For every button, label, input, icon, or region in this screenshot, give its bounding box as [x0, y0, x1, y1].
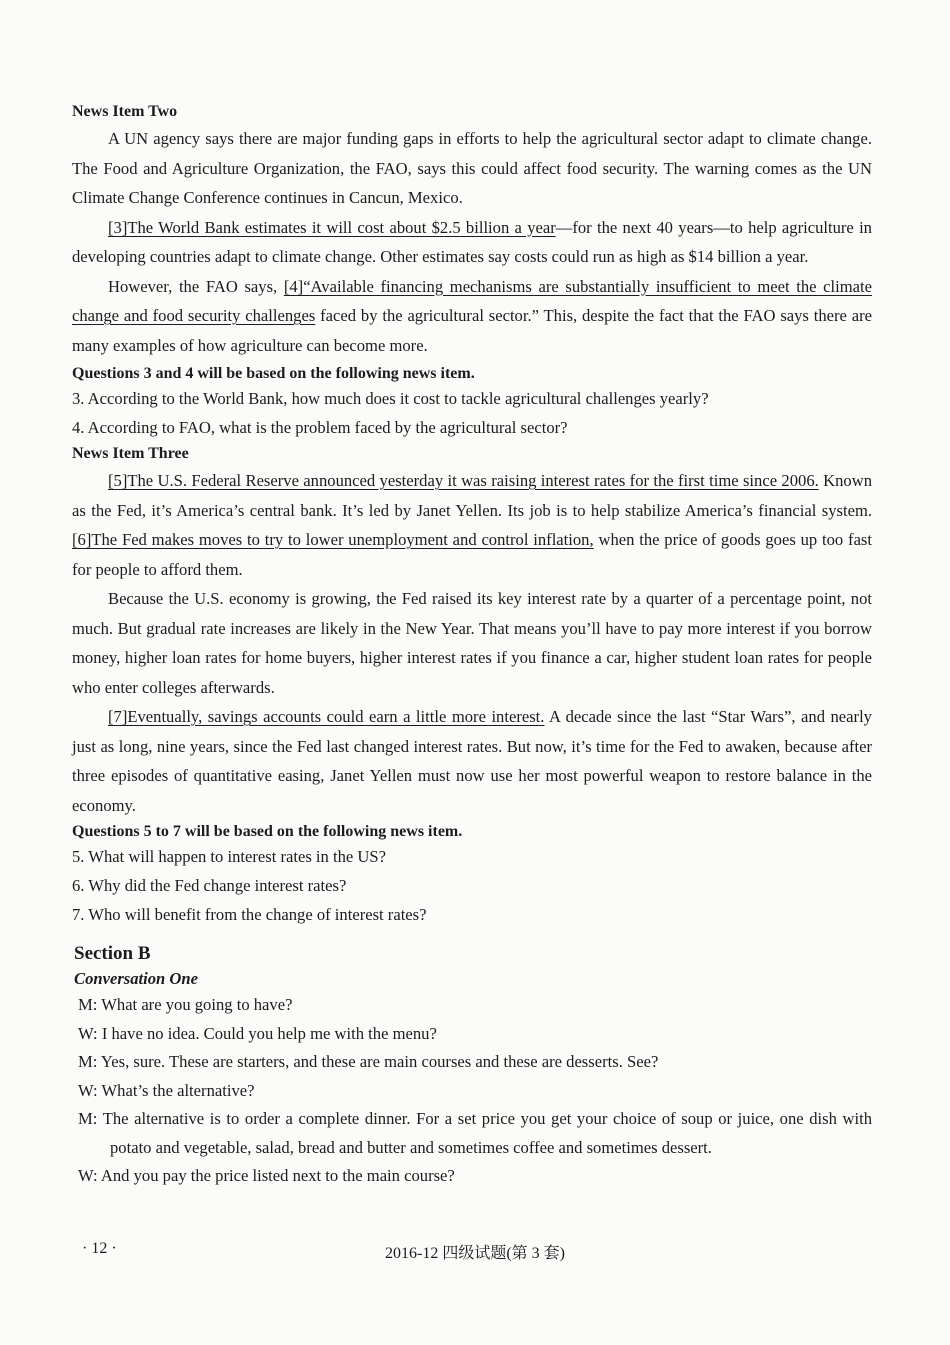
news-two-paragraph-3-start: However, the FAO says,	[108, 276, 284, 296]
question-6: 6. Why did the Fed change interest rates?	[72, 876, 347, 895]
page-content	[72, 102, 872, 1191]
speaker-label: W:	[78, 1080, 98, 1100]
dialogue-line	[78, 1105, 872, 1162]
news-three-paragraph-3-rest: A decade since the last “Star Wars”, and nearly just as long, nine years, since the Fed last changed interest rates. But now, it’s time for the Fed to awaken, because after three episodes of quantitative easing, Janet Yellen must now use her most powerful weapon to restore balance in the economy.	[72, 707, 872, 815]
answer-marker-6: [6]The Fed makes moves to try to lower unemployment and control inflation,	[72, 530, 594, 549]
page-number: · 12 ·	[82, 1240, 117, 1257]
speaker-label: M:	[78, 1052, 98, 1071]
section-b-title: Section B	[74, 943, 151, 964]
dialogue-line	[78, 1048, 872, 1077]
question-4: 4. According to FAO, what is the problem faced by the agricultural sector?	[72, 418, 568, 437]
news-three-paragraph-1-mid: Known as the Fed, it’s America’s central bank. It’s led by Janet Yellen. Its job is to help stabilize America’s financial system.	[72, 471, 872, 520]
questions-5-7-heading: Questions 5 to 7 will be based on the following news item.	[72, 823, 463, 840]
dialogue-text: What’s the alternative?	[101, 1080, 255, 1100]
dialogue-text: And you pay the price listed next to the main course?	[100, 1166, 455, 1185]
question-3: 3. According to the World Bank, how much does it cost to tackle agricultural challenges yearly?	[72, 389, 709, 408]
news-two-paragraph-1: A UN agency says there are major funding gaps in efforts to help the agricultural sector adapt to climate change. The Food and Agriculture Organization, the FAO, says this could affect food security. The warning comes as the UN Climate Change Conference continues in Cancun, Mexico.	[72, 129, 872, 207]
speaker-label: W:	[78, 1166, 98, 1185]
news-three-paragraph-1	[72, 466, 872, 584]
answer-marker-3: [3]The World Bank estimates it will cost about $2.5 billion a year	[108, 217, 556, 237]
news-three-paragraph-3	[72, 702, 872, 820]
news-three-paragraph-1-rest: when the price of goods goes up too fast for people to afford them.	[72, 530, 873, 579]
dialogue-line	[78, 1020, 872, 1049]
news-two-paragraph-2	[72, 213, 872, 272]
dialogue-text: The alternative is to order a complete dinner. For a set price you get your choice of soup or juice, one dish with potato and vegetable, salad, bread and butter and sometimes coffee and sometimes dessert.	[102, 1109, 872, 1157]
conversation-title: Conversation One	[74, 969, 199, 988]
dialogue-text: What are you going to have?	[101, 995, 293, 1014]
answer-marker-5: [5]The U.S. Federal Reserve announced yesterday it was raising interest rates for the first time since 2006.	[108, 471, 819, 490]
news-two-paragraph-3-rest: faced by the agricultural sector.” This, despite the fact that the FAO says there are many examples of how agriculture can become more.	[72, 306, 872, 355]
dialogue-text: I have no idea. Could you help me with the menu?	[101, 1023, 437, 1043]
question-7: 7. Who will benefit from the change of interest rates?	[72, 905, 427, 924]
news-three-paragraph-2: Because the U.S. economy is growing, the Fed raised its key interest rate by a quarter of a percentage point, not much. But gradual rate increases are likely in the New Year. That means you’ll have to pay more interest if you borrow money, higher loan rates for home buyers, higher interest rates if you finance a car, higher student loan rates for people who enter colleges afterwards.	[72, 589, 872, 697]
question-5: 5. What will happen to interest rates in the US?	[72, 847, 386, 866]
questions-3-4-heading: Questions 3 and 4 will be based on the following news item.	[72, 365, 475, 382]
dialogue-line	[78, 1162, 872, 1191]
news-item-three-label: News Item Three	[72, 445, 189, 462]
footer-title: 2016-12 四级试题(第 3 套)	[385, 1245, 565, 1262]
news-two-paragraph-3	[72, 272, 872, 361]
speaker-label: M:	[78, 1109, 98, 1128]
dialogue-line	[78, 1077, 872, 1106]
news-item-two-label: News Item Two	[72, 103, 178, 120]
speaker-label: M:	[78, 995, 98, 1014]
dialogue-line	[78, 991, 872, 1020]
speaker-label: W:	[78, 1023, 98, 1043]
answer-marker-7: [7]Eventually, savings accounts could earn a little more interest.	[108, 707, 545, 726]
dialogue-text: Yes, sure. These are starters, and these are main courses and these are desserts. See?	[100, 1052, 659, 1071]
news-two-paragraph-2-rest: —for the next 40 years—to help agriculture in developing countries adapt to climate change. Other estimates say costs could run as high as $14 billion a year.	[72, 217, 872, 266]
answer-marker-4: [4]“Available financing mechanisms are substantially insufficient to meet the climate change and food security challenges	[72, 276, 872, 325]
